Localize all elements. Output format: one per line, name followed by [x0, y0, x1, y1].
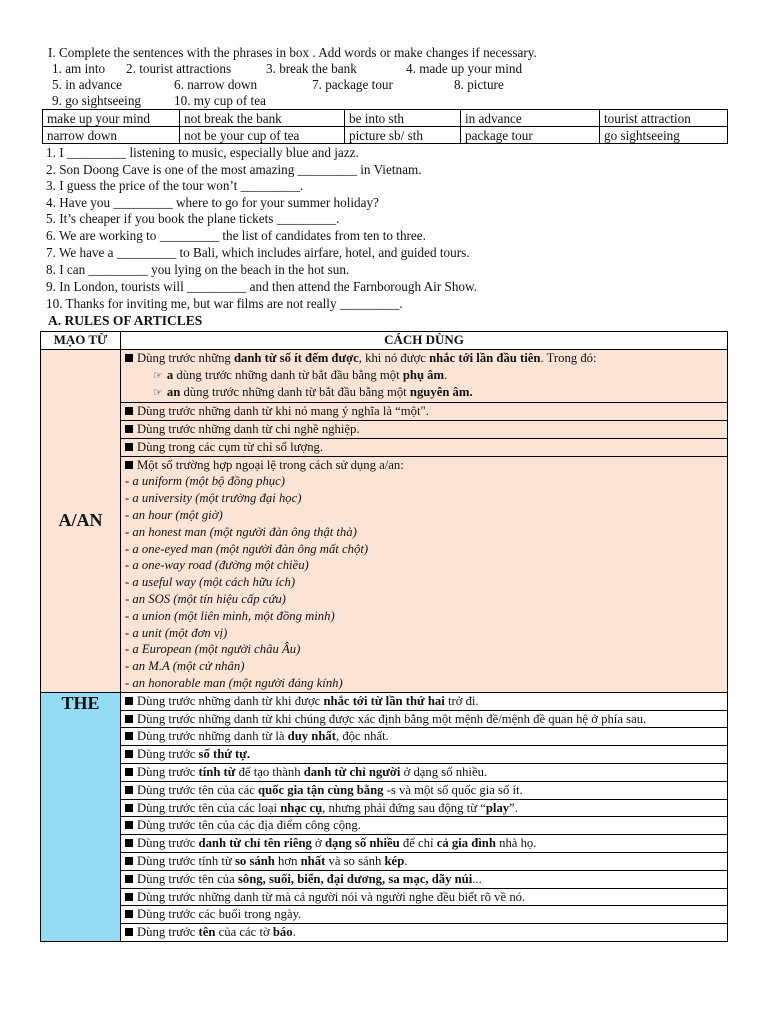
black-square-icon	[125, 768, 133, 776]
rule-emphasis: báo	[272, 925, 293, 940]
black-square-icon	[125, 804, 133, 812]
phrase-cell: make up your mind	[43, 110, 180, 127]
table-row	[41, 906, 728, 924]
rule-text: nhà họ.	[495, 836, 537, 851]
exception-example: - an honest man (một người đàn ông thật thà)	[125, 524, 357, 539]
black-square-icon	[125, 425, 133, 433]
black-square-icon	[125, 893, 133, 901]
rule-cell	[121, 692, 728, 710]
rule-text: Dùng trước những	[137, 350, 234, 365]
rule-cell	[121, 924, 728, 942]
phrase-item: 5. in advance	[52, 77, 122, 92]
rule-emphasis: so sánh	[235, 853, 275, 868]
rule-emphasis: kép	[384, 853, 405, 868]
table-row	[41, 799, 728, 817]
section-title: A. RULES OF ARTICLES	[48, 313, 203, 328]
rule-emphasis: nhắc tới từ lần thứ hai	[323, 693, 445, 708]
black-square-icon	[125, 354, 133, 362]
phrase-list-row-1	[52, 61, 522, 77]
rule-emphasis: nhắc tới lần đầu tiên	[429, 350, 541, 365]
rule-cell	[121, 728, 728, 746]
table-row	[41, 438, 728, 456]
black-square-icon	[125, 821, 133, 829]
article-label-a-an	[41, 349, 121, 692]
phrase-item: 2. tourist attractions	[126, 61, 232, 76]
table-row	[41, 781, 728, 799]
rule-cell	[121, 781, 728, 799]
phrase-cell: narrow down	[43, 127, 180, 144]
rule-text: Dùng trước	[137, 925, 199, 940]
rule-emphasis: nhất	[300, 853, 326, 868]
sentence-3: 3. I guess the price of the tour won’t _________.	[46, 178, 304, 193]
black-square-icon	[125, 697, 133, 705]
black-square-icon	[125, 875, 133, 883]
rule-text: -s và một số quốc gia số ít.	[383, 782, 523, 797]
rule-text: và so sánh	[325, 853, 385, 868]
black-square-icon	[125, 461, 133, 469]
phrase-list-row-3	[52, 93, 266, 109]
phrase-item: 9. go sightseeing	[52, 93, 142, 108]
black-square-icon	[125, 750, 133, 758]
rule-text: hơn	[274, 853, 301, 868]
rule-cell	[121, 906, 728, 924]
header-article: MẠO TỪ	[41, 332, 121, 350]
article-label-the	[41, 692, 121, 941]
exception-example: - a European (một người châu Âu)	[125, 642, 301, 657]
rule-text: . Trong đó:	[540, 350, 597, 365]
black-square-icon	[125, 443, 133, 451]
table-row	[41, 746, 728, 764]
table-row	[41, 924, 728, 942]
phrase-cell: in advance	[461, 110, 600, 127]
rule-text: ...	[472, 871, 482, 886]
rule-text: ở dạng số nhiều.	[400, 764, 488, 779]
rule-cell: Dùng trước những danh từ số ít đếm được, khi nó được nhắc tới lần đầu tiên. Trong đó: ☞ a dùng trước những danh từ bắt đầu bằng một phụ âm. ☞ an dùng trước những danh từ bắt đầu bằng một nguyên âm.	[121, 349, 728, 402]
rule-cell	[121, 817, 728, 835]
pointing-hand-icon: ☞	[153, 369, 163, 382]
phrase-cell: not break the bank	[180, 110, 345, 127]
phrase-cell: tourist attraction	[600, 110, 728, 127]
exception-example: - a useful way (một cách hữu ích)	[125, 575, 296, 590]
rule-text: .	[292, 925, 296, 940]
rule-text: Dùng trước những danh từ khi nó mang ý nghĩa là “một".	[137, 404, 429, 419]
articles-rules-table	[40, 331, 728, 942]
rule-emphasis: a	[166, 367, 174, 382]
phrase-item: 1. am into	[52, 61, 106, 76]
exception-example: - an M.A (một cử nhân)	[125, 659, 245, 674]
rule-text: Dùng trong các cụm từ chỉ số lượng.	[137, 439, 324, 454]
exception-example: - an SOS (một tín hiệu cấp cứu)	[125, 591, 286, 606]
rule-text: Dùng trước những danh từ chỉ nghề nghiệp.	[137, 421, 360, 436]
table-row	[41, 817, 728, 835]
rule-text: Dùng trước những danh từ khi được	[137, 693, 324, 708]
sentence-6: 6. We are working to _________ the list of candidates from ten to three.	[46, 228, 426, 243]
rule-text: , độc nhất.	[335, 729, 389, 744]
rule-text: Dùng trước các buổi trong ngày.	[137, 907, 302, 922]
table-row	[41, 403, 728, 421]
table-row	[41, 728, 728, 746]
table-row	[41, 349, 728, 402]
phrase-cell: picture sb/ sth	[345, 127, 461, 144]
table-row	[41, 852, 728, 870]
rule-cell	[121, 799, 728, 817]
phrase-cell: not be your cup of tea	[180, 127, 345, 144]
table-row	[41, 456, 728, 692]
rule-text: , khi nó được	[358, 350, 430, 365]
black-square-icon	[125, 928, 133, 936]
exception-example: - a union (một liên minh, một đồng minh)	[125, 608, 335, 623]
rule-cell	[121, 852, 728, 870]
sentence-2: 2. Son Doong Cave is one of the most amazing _________ in Vietnam.	[46, 161, 422, 177]
rule-emphasis: danh từ số ít đếm được	[233, 350, 359, 365]
rule-emphasis: tên	[198, 925, 216, 940]
rule-emphasis: phụ âm	[402, 367, 445, 382]
sentence-7: 7. We have a _________ to Bali, which includes airfare, hotel, and guided tours.	[46, 245, 470, 260]
rule-text: Dùng trước tên của các	[137, 782, 259, 797]
rule-emphasis: nguyên âm.	[409, 385, 473, 400]
rule-text: Dùng trước tên của các loại	[137, 800, 281, 815]
black-square-icon	[125, 910, 133, 918]
sentence-5: 5. It’s cheaper if you book the plane tickets _________.	[46, 211, 340, 226]
exception-example: - a one-way road (đường một chiều)	[125, 558, 309, 573]
phrase-item: 8. picture	[454, 77, 504, 92]
exception-example: - an honorable man (một người đáng kính)	[125, 675, 343, 690]
rule-emphasis: play	[485, 800, 510, 815]
rule-text: , nhưng phải đứng sau động từ “	[322, 800, 486, 815]
phrase-cell: be into sth	[345, 110, 461, 127]
rule-text: Dùng trước	[137, 747, 199, 762]
black-square-icon	[125, 715, 133, 723]
rule-text: dùng trước những danh từ bắt đầu bằng một	[180, 385, 410, 400]
black-square-icon	[125, 839, 133, 847]
exception-example: - a unit (một đơn vị)	[125, 625, 228, 640]
rule-cell	[121, 746, 728, 764]
rule-cell	[121, 835, 728, 853]
table-row	[41, 692, 728, 710]
black-square-icon	[125, 786, 133, 794]
rule-cell	[121, 456, 728, 692]
pointing-hand-icon: ☞	[153, 387, 163, 400]
rule-text: Dùng trước những danh từ khi chúng được xác định bằng một mệnh đề/mệnh đề quan hệ ở phía sau.	[137, 711, 647, 726]
rule-emphasis: số thứ tự.	[198, 747, 251, 762]
rule-emphasis: nhạc cụ	[280, 800, 323, 815]
rule-cell	[121, 710, 728, 728]
rule-cell	[121, 763, 728, 781]
table-header-row	[41, 332, 728, 350]
rule-text: để chỉ	[399, 836, 437, 851]
phrase-item: 6. narrow down	[174, 77, 258, 92]
header-usage: CÁCH DÙNG	[121, 332, 728, 350]
rule-emphasis: cả gia đình	[436, 836, 496, 851]
rule-text: Dùng trước	[137, 764, 199, 779]
rule-cell	[121, 438, 728, 456]
phrase-list-row-2	[52, 77, 504, 93]
rule-text: Dùng trước tính từ	[137, 853, 235, 868]
black-square-icon	[125, 857, 133, 865]
rule-emphasis: quốc gia tận cùng bằng	[258, 782, 384, 797]
phrase-item: 3. break the bank	[266, 61, 357, 76]
sentence-10: 10. Thanks for inviting me, but war films are not really _________.	[46, 296, 403, 311]
rule-text: Một số trường hợp ngoại lệ trong cách sử dụng a/an:	[137, 457, 404, 472]
exception-example: - a one-eyed man (một người đàn ông mất chột)	[125, 541, 369, 556]
table-row	[43, 110, 728, 127]
rule-emphasis: sông, suối, biển, đại dương, sa mạc, dãy núi	[237, 871, 473, 886]
rule-text: dùng trước những danh từ bắt đầu bằng một	[173, 367, 403, 382]
rule-text: Dùng trước tên của các địa điểm công cộng.	[137, 818, 361, 833]
rule-text: ở	[311, 836, 325, 851]
phrase-item: 4. made up your mind	[406, 61, 523, 76]
exception-example: - a uniform (một bộ đồng phục)	[125, 474, 285, 489]
table-row	[41, 835, 728, 853]
rule-text: .	[404, 853, 408, 868]
table-row	[41, 710, 728, 728]
black-square-icon	[125, 732, 133, 740]
rule-text: Dùng trước những danh từ là	[137, 729, 288, 744]
exception-example: - a university (một trường đại học)	[125, 491, 302, 506]
table-row	[41, 888, 728, 906]
sentence-9: 9. In London, tourists will _________ and then attend the Farnborough Air Show.	[46, 279, 477, 294]
rule-text: ”.	[509, 800, 518, 815]
article-label-text: A/AN	[58, 510, 103, 531]
rule-text: của các tờ	[215, 925, 273, 940]
black-square-icon	[125, 407, 133, 415]
rule-emphasis: dạng số nhiều	[324, 836, 400, 851]
phrase-cell: package tour	[461, 127, 600, 144]
rule-cell	[121, 888, 728, 906]
table-row	[43, 127, 728, 144]
rule-text: để tạo thành	[235, 764, 304, 779]
rule-cell	[121, 403, 728, 421]
rule-cell	[121, 870, 728, 888]
table-row	[41, 870, 728, 888]
rule-emphasis: danh từ chỉ người	[303, 764, 401, 779]
phrase-item: 10. my cup of tea	[174, 93, 266, 108]
rule-text: Dùng trước	[137, 836, 199, 851]
rule-emphasis: an	[166, 385, 181, 400]
rule-emphasis: tính từ	[198, 764, 236, 779]
table-row	[41, 420, 728, 438]
sentence-1: 1. I _________ listening to music, especially blue and jazz.	[46, 145, 359, 160]
rule-cell	[121, 420, 728, 438]
rule-text: Dùng trước những danh từ mà cả người nói và người nghe đều biết rõ về nó.	[137, 889, 526, 904]
exercise-instruction: I. Complete the sentences with the phrases in box . Add words or make changes if necessary.	[48, 45, 537, 60]
rule-text: trở đi.	[444, 693, 479, 708]
exception-example: - an hour (một giờ)	[125, 507, 223, 522]
phrase-item: 7. package tour	[312, 77, 393, 92]
phrase-cell: go sightseeing	[600, 127, 728, 144]
sentence-4: 4. Have you _________ where to go for your summer holiday?	[46, 194, 379, 210]
rule-emphasis: danh từ chỉ tên riêng	[198, 836, 312, 851]
article-label-text: THE	[61, 692, 100, 713]
table-row	[41, 763, 728, 781]
rule-emphasis: duy nhất	[287, 729, 336, 744]
rule-text: Dùng trước tên của	[137, 871, 238, 886]
sentence-8: 8. I can _________ you lying on the beach in the hot sun.	[46, 262, 350, 277]
phrase-box-table	[42, 109, 728, 144]
